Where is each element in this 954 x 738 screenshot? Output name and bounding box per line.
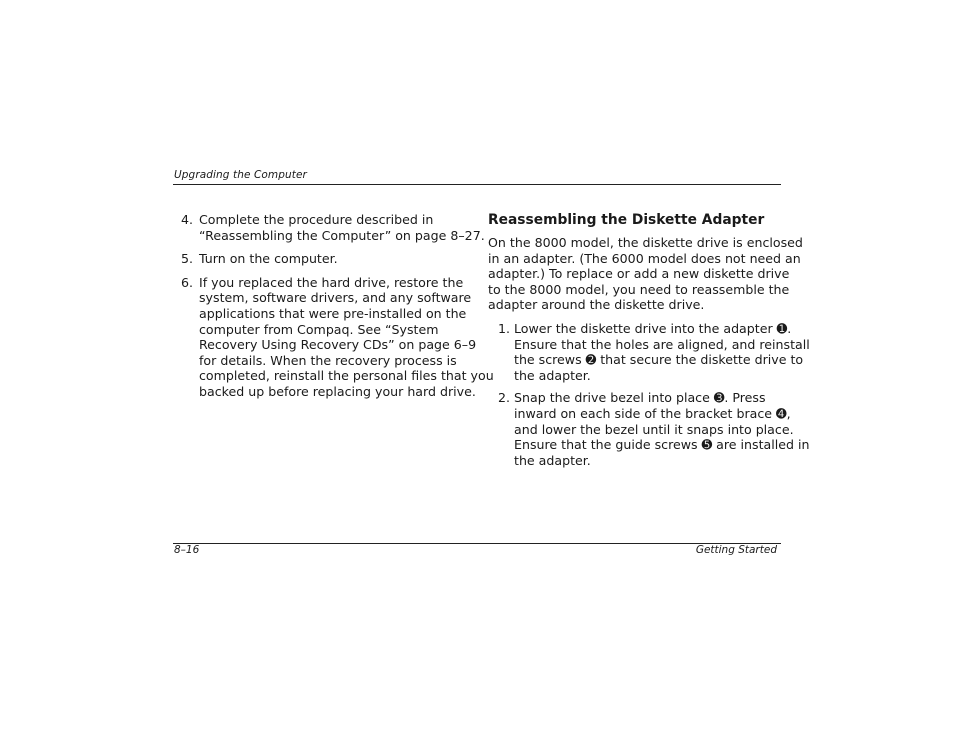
intro-line: to the 8000 model, you need to reassemble the — [488, 281, 790, 297]
step-text-line: Lower the diskette drive into the adapter ➊. — [514, 320, 792, 336]
step-text-line: the adapter. — [514, 452, 591, 468]
step-text-line: system, software drivers, and any software — [199, 290, 472, 306]
list-item — [498, 320, 810, 383]
step-text-line: computer from Compaq. See “System — [199, 321, 439, 337]
step-text-line: Ensure that the holes are aligned, and reinstall — [514, 336, 810, 352]
step-number: 6. — [181, 274, 194, 290]
step-number: 5. — [181, 251, 194, 267]
step-number: 2. — [498, 390, 511, 406]
step-text-line: completed, reinstall the personal files that you — [199, 368, 494, 384]
intro-line: adapter around the diskette drive. — [488, 297, 705, 313]
list-item — [181, 251, 471, 267]
running-head: Upgrading the Computer — [174, 169, 307, 181]
header-rule — [173, 184, 781, 185]
footer-rule — [173, 543, 781, 544]
intro-paragraph — [488, 235, 803, 313]
step-text-line: Turn on the computer. — [199, 251, 338, 267]
step-text-line: If you replaced the hard drive, restore the — [199, 274, 464, 290]
book-title: Getting Started — [695, 544, 777, 556]
step-text-line: Recovery Using Recovery CDs” on page 6–9 — [199, 337, 477, 353]
list-item — [181, 212, 485, 243]
step-text-line: for details. When the recovery process is — [199, 352, 457, 368]
step-number: 1. — [498, 320, 511, 336]
list-item — [181, 274, 494, 400]
page-number: 8–16 — [174, 544, 200, 556]
intro-line: On the 8000 model, the diskette drive is enclosed — [488, 235, 803, 250]
step-text-line: Snap the drive bezel into place ➌. Press — [514, 390, 766, 406]
step-text-line: inward on each side of the bracket brace ➍, — [514, 405, 791, 421]
left-steps-list — [181, 212, 494, 400]
intro-line: adapter.) To replace or add a new diskette drive — [488, 266, 790, 282]
step-number: 4. — [181, 212, 194, 227]
step-text-line: Ensure that the guide screws ➎ are installed in — [514, 437, 810, 453]
section-title: Reassembling the Diskette Adapter — [488, 212, 765, 228]
list-item — [498, 390, 810, 468]
intro-line: in an adapter. (The 6000 model does not need an — [488, 250, 801, 266]
right-column — [488, 212, 810, 475]
step-text-line: and lower the bezel until it snaps into place. — [514, 421, 794, 437]
step-text-line: the screws ➋ that secure the diskette drive to — [514, 352, 804, 368]
step-text-line: applications that were pre-installed on the — [199, 305, 467, 321]
step-text-line: “Reassembling the Computer” on page 8–27. — [199, 227, 485, 243]
step-text-line: Complete the procedure described in — [199, 212, 434, 227]
right-steps-list — [498, 320, 810, 468]
step-text-line: the adapter. — [514, 367, 591, 383]
step-text-line: backed up before replacing your hard drive. — [199, 383, 476, 399]
left-column — [181, 212, 494, 408]
